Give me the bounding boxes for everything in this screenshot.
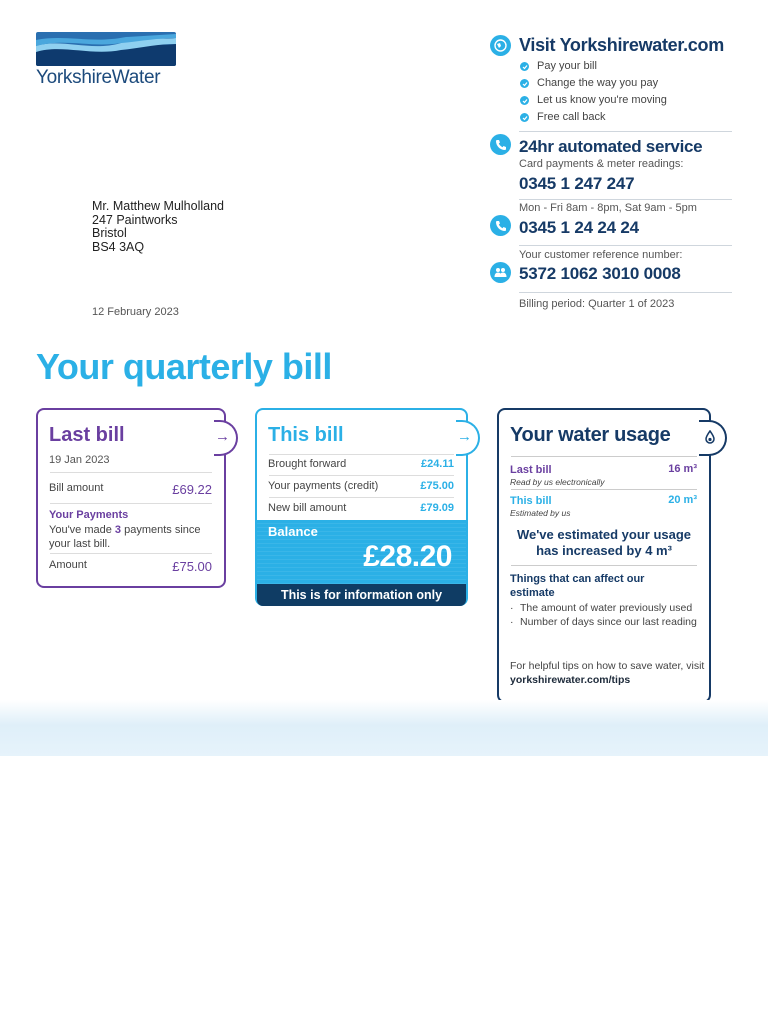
check-icon [520,79,529,88]
list-item: · The amount of water previously used [510,602,693,614]
payments-credit-value: £75.00 [420,480,454,492]
website-features-list [520,58,667,126]
last-bill-usage-note: Read by us electronically [510,477,605,487]
divider [50,553,212,554]
address-line: 247 Paintworks [92,212,178,227]
list-item: Free call back [520,109,667,126]
phone-icon [490,215,511,236]
divider [269,475,454,476]
divider [519,131,732,132]
brought-forward-row: Brought forward £24.11 [268,458,454,470]
divider [519,245,732,246]
decorative-band [0,700,768,756]
last-bill-title: Last bill [49,424,125,446]
estimate-factors-list [510,602,700,629]
estimate-factors-heading: Things that can affect our estimate [510,573,645,599]
visit-website-link[interactable]: Visit Yorkshirewater.com [519,35,724,55]
brought-forward-value: £24.11 [420,458,454,470]
divider [519,199,732,200]
this-bill-usage-label: This bill [510,495,552,507]
divider [269,497,454,498]
billing-period: Billing period: Quarter 1 of 2023 [519,298,675,310]
yorkshire-water-logo [36,32,176,89]
globe-icon [490,35,511,56]
logo-wave-icon [36,32,176,66]
water-drop-icon [705,430,715,449]
divider [511,456,697,457]
payment-amount-value: £75.00 [172,559,212,574]
list-item: Pay your bill [520,58,667,75]
balance-box [257,520,466,584]
divider [519,292,732,293]
check-icon [520,113,529,122]
check-icon [520,96,529,105]
this-bill-card [255,408,472,606]
automated-service-description: Card payments & meter readings: [519,158,684,170]
opening-hours: Mon - Fri 8am - 8pm, Sat 9am - 5pm [519,202,697,214]
information-only-banner: This is for information only [257,584,466,606]
bill-amount-row: Bill amount £69.22 [49,482,212,497]
list-item: · Number of days since our last reading [510,616,697,628]
balance-amount: £28.20 [363,540,452,573]
letter-date: 12 February 2023 [92,306,179,318]
balance-label: Balance [268,524,318,539]
water-saving-tips: For helpful tips on how to save water, visit yorkshirewater.com/tips [510,660,705,686]
bill-amount-value: £69.22 [172,482,212,497]
water-usage-title: Your water usage [510,424,671,446]
divider [50,503,212,504]
address-line: Mr. Matthew Mulholland [92,199,225,213]
list-item: Let us know you're moving [520,92,667,109]
people-icon [490,262,511,283]
new-bill-amount-row: New bill amount £79.09 [268,502,454,514]
payments-count: 3 [114,524,122,536]
divider [50,472,212,473]
divider [511,489,697,490]
customer-reference-number: 5372 1062 3010 0008 [519,264,681,283]
last-bill-card [36,408,230,588]
arrow-right-icon[interactable]: → [457,428,472,445]
address-line: BS4 3AQ [92,239,145,254]
last-bill-usage-label: Last bill [510,464,552,476]
payment-amount-row: Amount £75.00 [49,559,212,574]
recipient-address [92,200,224,254]
divider [269,454,454,455]
phone-icon [490,134,511,155]
arrow-right-icon[interactable]: → [215,428,230,445]
list-item: Change the way you pay [520,75,667,92]
check-icon [520,62,529,71]
last-bill-usage-value: 16 m³ [668,463,697,475]
water-usage-card [497,408,711,703]
customer-service-phone-number[interactable]: 0345 1 24 24 24 [519,218,639,237]
this-bill-usage-value: 20 m³ [668,494,697,506]
automated-service-heading: 24hr automated service [519,137,703,156]
logo-text: YorkshireWater [36,67,161,88]
payments-text: You've made 3 payments since your last bill. [49,524,201,550]
this-bill-usage-note: Estimated by us [510,508,571,518]
page-title: Your quarterly bill [36,346,332,387]
this-bill-title: This bill [268,424,344,446]
payments-credit-row: Your payments (credit) £75.00 [268,480,454,492]
automated-phone-number[interactable]: 0345 1 247 247 [519,174,635,193]
tips-link[interactable]: yorkshirewater.com/tips [510,673,631,686]
address-line: Bristol [92,226,127,240]
usage-estimate-text: We've estimated your usage has increased by 4 m³ [516,527,692,558]
divider [511,565,697,566]
last-bill-date: 19 Jan 2023 [49,454,110,466]
payments-heading: Your Payments [49,509,129,521]
contact-panel [490,33,732,323]
reference-label: Your customer reference number: [519,249,683,261]
new-bill-amount-value: £79.09 [420,502,454,514]
